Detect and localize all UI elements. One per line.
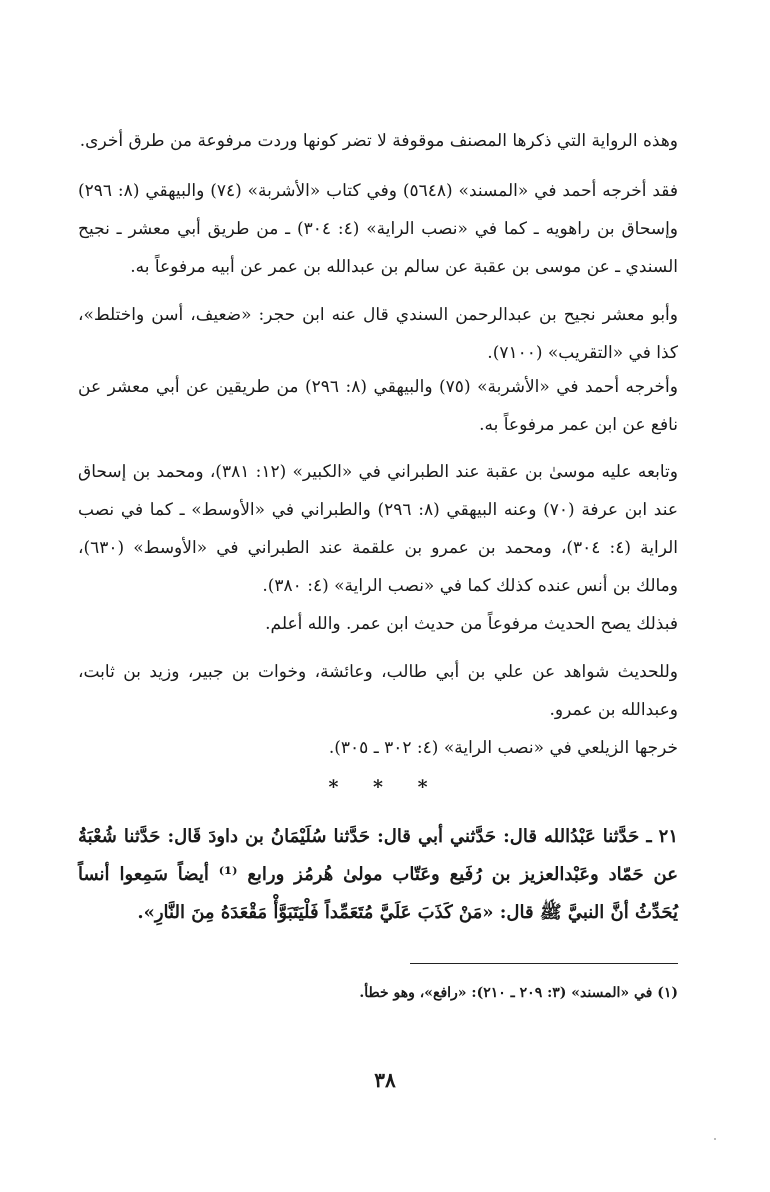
paragraph-3	[78, 296, 678, 372]
paragraph-7-text: وللحديث شواهد عن علي بن أبي طالب، وعائشة، وخوات بن جبير، وزيد بن ثابت، وعبدالله بن عمرو.	[78, 662, 678, 720]
paragraph-2	[78, 172, 678, 286]
paragraph-6	[78, 605, 678, 643]
page-number: ٣٨	[374, 1068, 396, 1092]
paragraph-4	[78, 368, 678, 444]
paragraph-4-text: وأخرجه أحمد في «الأشربة» (٧٥) والبيهقي (٨: ٢٩٦) من طريقين عن أبي معشر عن نافع عن ابن عمر مرفوعاً به.	[78, 377, 678, 435]
section-separator: * * *	[328, 776, 442, 798]
paragraph-1-text: وهذه الرواية التي ذكرها المصنف موقوفة لا تضر كونها وردت مرفوعة من طرق أخرى.	[79, 131, 678, 151]
paragraph-5-text: وتابعه عليه موسىٰ بن عقبة عند الطبراني في «الكبير» (١٢: ٣٨١)، ومحمد بن إسحاق عند ابن عرفة (٧٠) وعنه البيهقي (٨: ٢٩٦) والطبراني في «الأوسط» ـ كما في نصب الراية (٤: ٣٠٤)، ومحمد بن عمرو بن علقمة عند الطبراني في «الأوسط» (٦٣٠)، ومالك بن أنس عنده كذلك كما في «نصب الراية» (٤: ٣٨٠).	[78, 462, 679, 596]
paragraph-2-text: فقد أخرجه أحمد في «المسند» (٥٦٤٨) وفي كتاب «الأشربة» (٧٤) والبيهقي (٨: ٢٩٦) وإسحاق بن راهويه ـ كما في «نصب الراية» (٤: ٣٠٤) ـ من طريق أبي معشر ـ نجيح السندي ـ عن موسى بن عقبة عن سالم بن عبدالله بن عمر عن أبيه مرفوعاً به.	[78, 181, 679, 277]
scan-speck	[714, 1138, 716, 1140]
hadith-text: ٢١ ـ حَدَّثنا عَبْدُالله قال: حَدَّثني أبي قال: حَدَّثنا سُلَيْمَانُ بن داودَ قَال: حَدَّثنا شُعْبَةُ عن حَمّاد وعَبْدالعزيز بن رُفَيع وعَتّاب مولىٰ هُرمُز ورابع ⁽¹⁾ أيضاً سَمِعوا أنساً يُحَدِّثُ أنَّ النبيَّ ﷺ قال: «مَنْ كَذَبَ عَلَيَّ مُتَعَمِّداً فَلْيَتَبَوَّأْ مَقْعَدَهُ مِنَ النَّارِ».	[78, 826, 678, 923]
paragraph-1	[78, 122, 678, 160]
paragraph-8	[78, 729, 678, 767]
paragraph-5	[78, 453, 678, 605]
paragraph-8-text: خرجها الزيلعي في «نصب الراية» (٤: ٣٠٢ ـ ٣٠٥).	[328, 738, 678, 758]
footnote	[78, 978, 678, 1008]
paragraph-6-text: فبذلك يصح الحديث مرفوعاً من حديث ابن عمر. والله أعلم.	[265, 614, 678, 634]
paragraph-3-text: وأبو معشر نجيح بن عبدالرحمن السندي قال عنه ابن حجر: «ضعيف، أسن واختلط»، كذا في «التقريب» (٧١٠٠).	[78, 305, 678, 363]
footnote-divider	[410, 963, 678, 964]
hadith-block	[78, 818, 678, 932]
footnote-text: (١) في «المسند» (٣: ٢٠٩ ـ ٢١٠): «رافع»، وهو خطأ.	[359, 985, 678, 1001]
paragraph-7	[78, 653, 678, 729]
